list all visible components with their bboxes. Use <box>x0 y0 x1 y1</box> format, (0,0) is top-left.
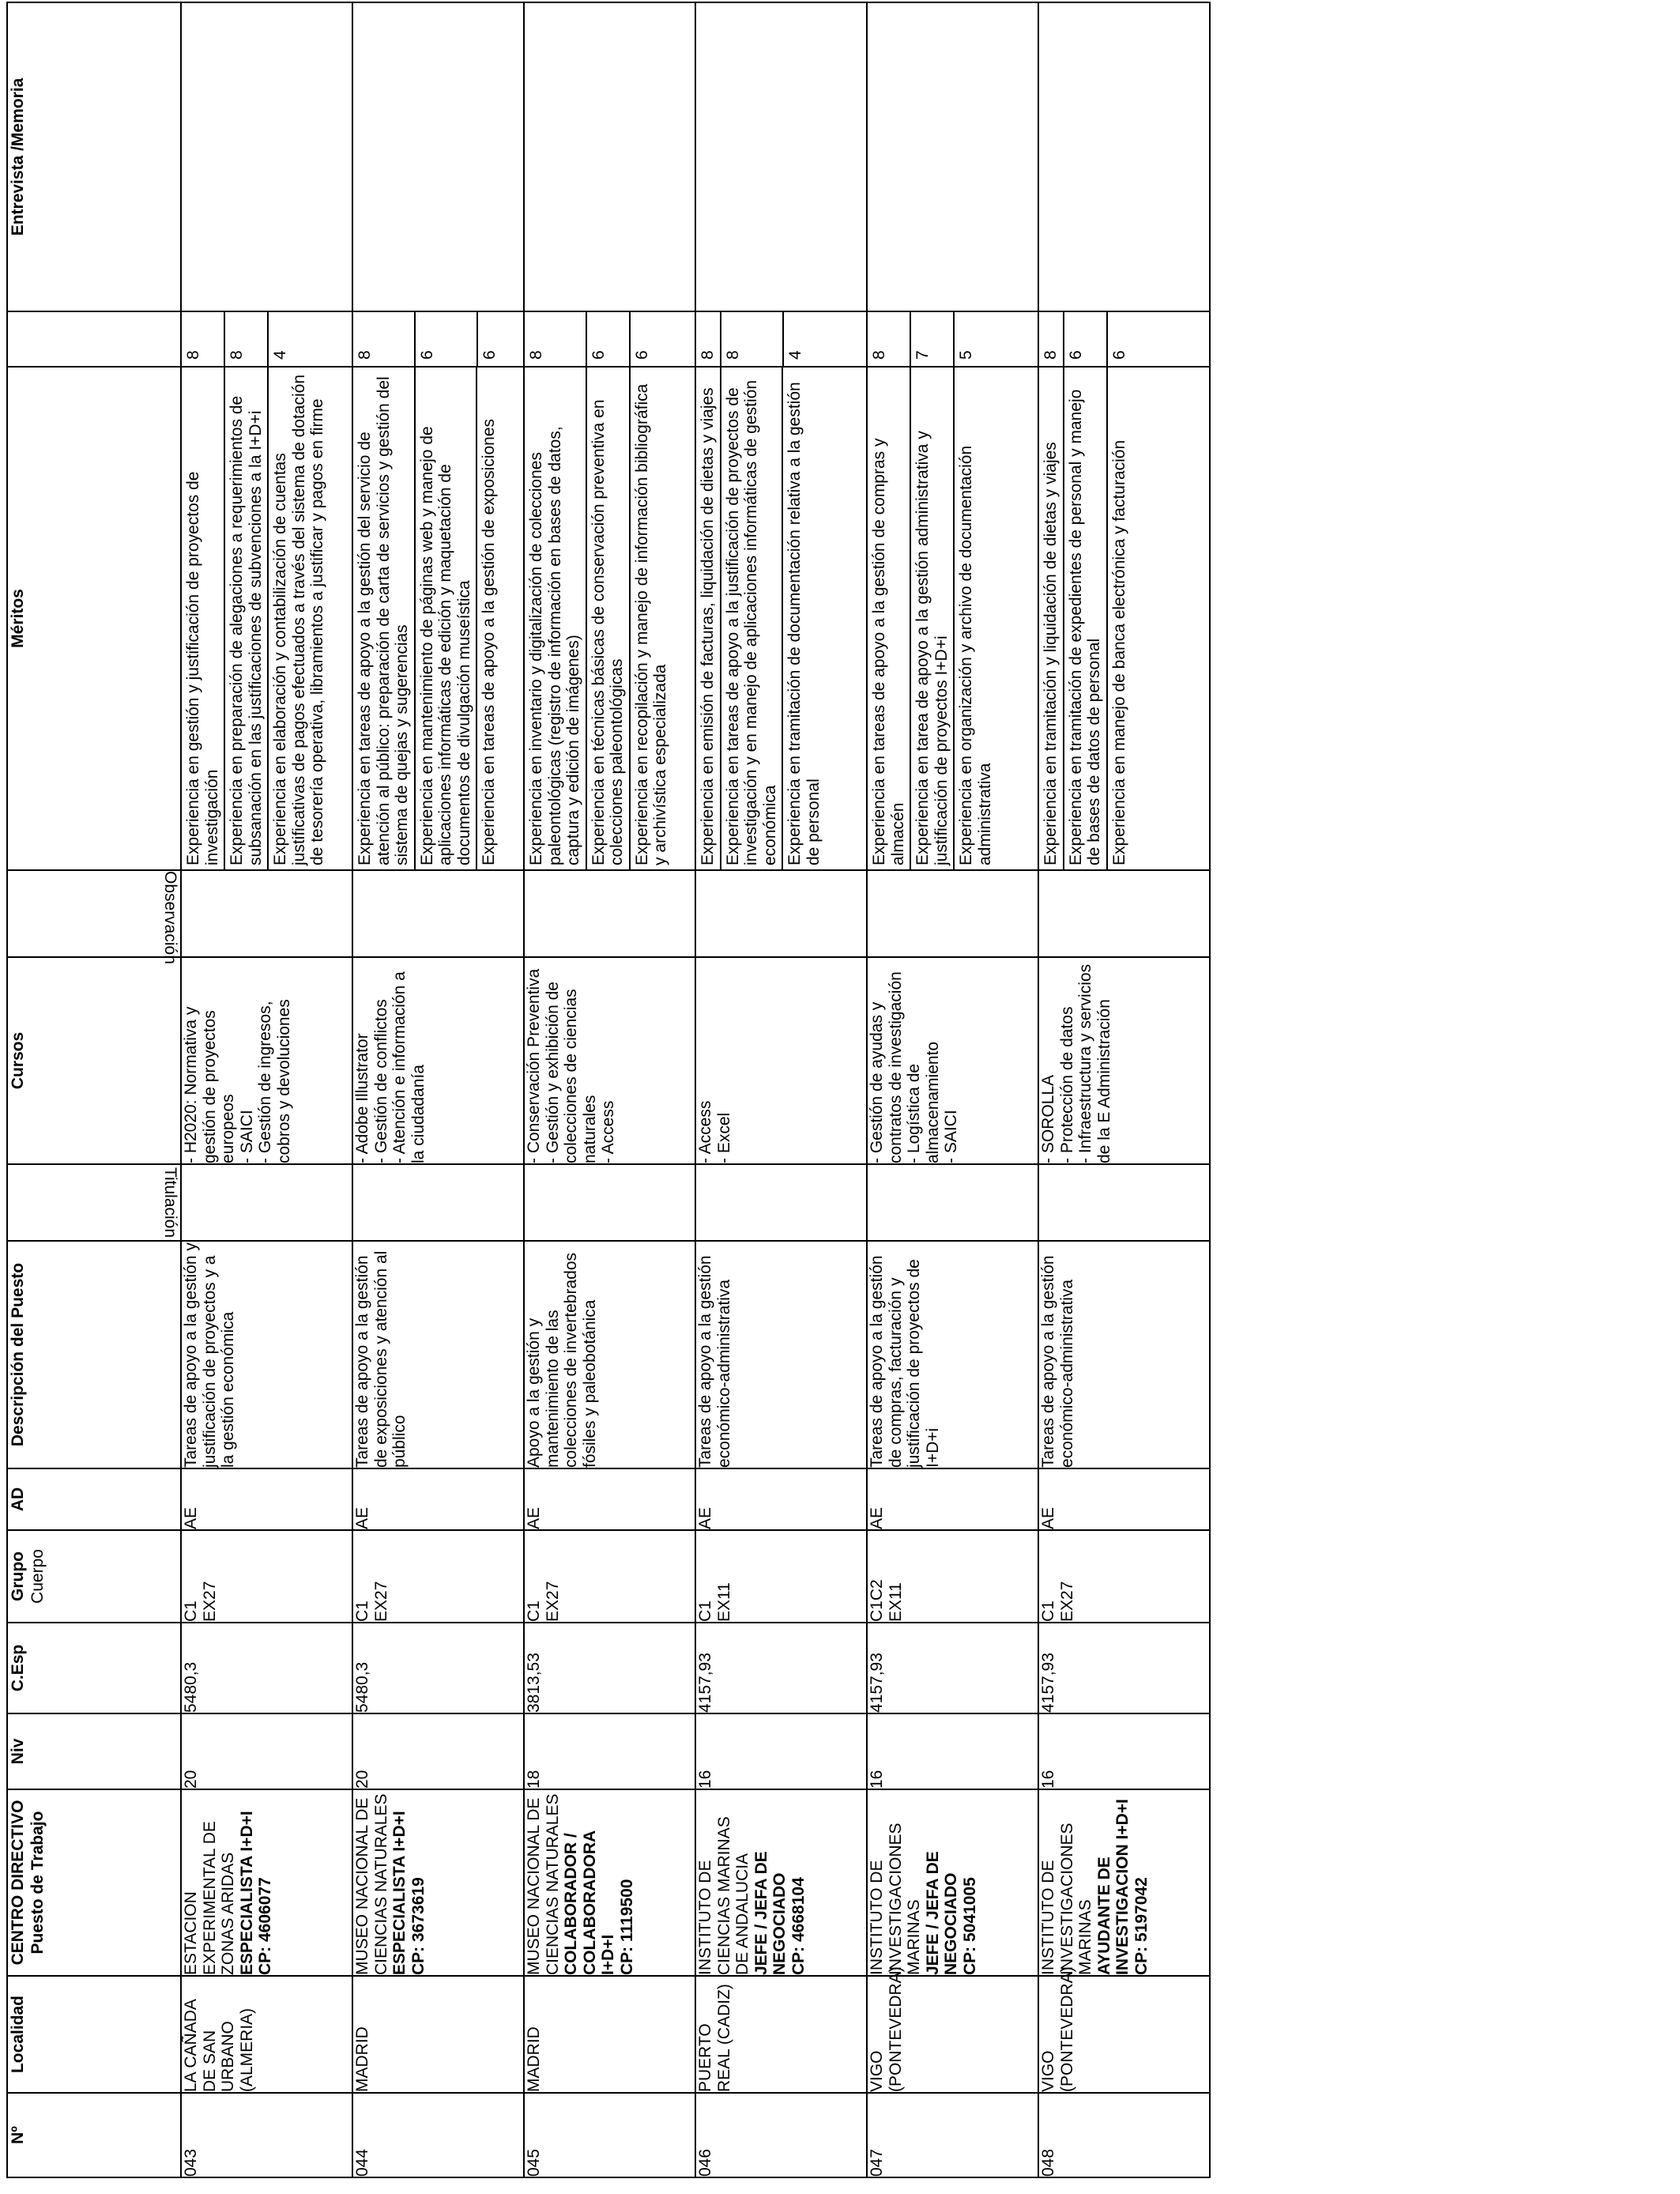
cell-cesp-text: 4157,93 <box>868 1653 886 1713</box>
cell-localidad <box>181 1976 352 2093</box>
merito-points: 6 <box>416 312 478 366</box>
header-titulacion: Titulación <box>7 1164 181 1241</box>
cell-localidad <box>352 1976 524 2093</box>
merito-points: 6 <box>587 312 631 366</box>
grupo-value: C1 <box>525 1600 543 1622</box>
cell-observacion <box>695 870 867 957</box>
cell-grupo <box>695 1530 867 1623</box>
merito-points: 8 <box>525 312 587 366</box>
cell-ad <box>352 1468 524 1530</box>
merito-item: Experiencia en tareas de apoyo a la gestión del servicio de atención al público: preparación de carta de servicios y gestión del sistema de quejas y sugerencias <box>353 368 416 869</box>
grupo-value: C1 <box>1039 1600 1057 1622</box>
meritos-list <box>1039 368 1209 869</box>
grupo-value: C1 <box>353 1600 371 1622</box>
cell-descripcion <box>352 1241 524 1468</box>
puesto-name: JEFE / JEFA DE NEGOCIADO <box>751 1851 789 1975</box>
cell-puntos <box>1038 311 1210 367</box>
cell-cesp <box>524 1623 695 1713</box>
merito-item: Experiencia en elaboración y contabilización de cuentas justificativas de pagos efectuados a través del sistema de dotación de tesorería operativa, libramientos a justificar y pagos en firme <box>271 374 327 865</box>
cell-localidad <box>1038 1966 1210 2093</box>
merito-points: 6 <box>633 350 651 360</box>
codigo-puesto: CP: 4668104 <box>789 1877 808 1975</box>
merito-item: Experiencia en emisión de facturas, liquidación de dietas y viajes <box>696 368 721 869</box>
header-cesp: C.Esp <box>7 1623 181 1713</box>
cell-niv <box>1038 1713 1210 1789</box>
cell-descripcion-text: Tareas de apoyo a la gestión y justificación de proyectos y a la gestión económica <box>182 1242 238 1468</box>
cell-observacion <box>1038 870 1210 957</box>
cell-cursos-text: - SOROLLA - Protección de datos - Infraestructura y servicios de la E Administración <box>1039 963 1113 1163</box>
cell-niv-text: 20 <box>182 1770 200 1789</box>
cuerpo-value: EX27 <box>371 1581 390 1622</box>
header-centro-sub: Puesto de Trabajo <box>28 1811 47 1955</box>
cell-titulacion <box>867 1164 1038 1241</box>
cell-ad <box>1038 1468 1210 1530</box>
merito-item: Experiencia en tareas de apoyo a la gestión de compras y almacén <box>868 368 911 869</box>
header-centro <box>7 1789 181 1976</box>
table-row <box>867 2 1038 2177</box>
cell-niv-text: 20 <box>353 1770 371 1789</box>
merito-item: Experiencia en inventario y digitalización de colecciones paleontológicas (registro de información en bases de datos, captura y edición de imágenes) <box>525 368 587 869</box>
cell-centro <box>695 1789 867 1976</box>
cell-descripcion <box>1038 1241 1210 1468</box>
merito-item: Experiencia en recopilación y manejo de información bibliográfica y archivística especializada <box>632 383 670 865</box>
merito-item: Experiencia en tareas de apoyo a la gestión de exposiciones <box>480 418 499 865</box>
codigo-puesto: CP: 4606077 <box>256 1877 275 1975</box>
cell-cursos-text: - Gestión de ayudas y contratos de investigación - Logística de almacenamiento - SAICI <box>868 971 961 1163</box>
cuerpo-value: EX27 <box>543 1581 562 1622</box>
cell-puntos <box>181 311 352 367</box>
cell-centro <box>867 1789 1038 1976</box>
cell-cursos-text: - H2020: Normativa y gestión de proyectos europeos - SAICI - Gestión de ingresos, cobros y devoluciones <box>182 999 293 1163</box>
cell-puntos <box>524 311 695 367</box>
header-puntos <box>7 311 181 367</box>
cell-niv <box>524 1713 695 1789</box>
merito-points: 8 <box>696 312 721 366</box>
cell-meritos <box>867 367 1038 870</box>
header-descripcion: Descripción del Puesto <box>7 1241 181 1468</box>
cell-meritos <box>695 367 867 870</box>
cell-num-text: 047 <box>868 2148 886 2177</box>
cell-cursos <box>181 957 352 1164</box>
grupo-value: C1 <box>182 1600 200 1622</box>
cell-niv <box>695 1713 867 1789</box>
codigo-puesto: CP: 5041005 <box>960 1877 979 1975</box>
codigo-puesto: CP: 3673619 <box>409 1877 428 1975</box>
cell-num-text: 044 <box>353 2148 371 2177</box>
merito-item: Experiencia en tramitación de documentación relativa a la gestión de personal <box>785 382 823 865</box>
centro-name: ESTACION EXPERIMENTAL DE ZONAS ARIDAS <box>182 1821 238 1975</box>
cell-cesp <box>867 1623 1038 1713</box>
header-cursos: Cursos <box>7 957 181 1164</box>
cell-descripcion-text: Tareas de apoyo a la gestión de exposiciones y atención al público <box>353 1250 409 1468</box>
cell-centro <box>524 1789 695 1976</box>
cell-niv <box>867 1713 1038 1789</box>
cell-cursos-text: - Adobe Illustrator - Gestión de conflictos - Atención e información a la ciudadanía <box>353 971 428 1163</box>
cell-ad <box>524 1468 695 1530</box>
cell-entrevista <box>867 2 1038 311</box>
cuerpo-value: EX11 <box>714 1582 733 1622</box>
cell-observacion <box>867 870 1038 957</box>
cell-titulacion <box>695 1164 867 1241</box>
cell-descripcion-text: Tareas de apoyo a la gestión de compras, facturación y justificación de proyectos de I+D+i <box>868 1255 942 1468</box>
merito-points: 8 <box>1039 312 1064 366</box>
cell-cesp-text: 4157,93 <box>1039 1653 1057 1713</box>
cell-localidad-text: MADRID <box>525 2026 543 2092</box>
cell-num <box>867 2093 1038 2177</box>
cell-num <box>695 2093 867 2177</box>
cell-grupo <box>524 1530 695 1623</box>
cell-titulacion <box>352 1164 524 1241</box>
meritos-list <box>353 368 523 869</box>
header-grupo-sub: Cuerpo <box>28 1549 47 1604</box>
codigo-puesto: CP: 5197042 <box>1132 1877 1151 1975</box>
merito-item: Experiencia en técnicas básicas de conservación preventiva en colecciones paleontológicas <box>587 368 631 869</box>
cell-meritos <box>352 367 524 870</box>
cell-puntos <box>695 311 867 367</box>
cell-ad-text: AE <box>525 1506 543 1529</box>
cell-ad-text: AE <box>1039 1506 1057 1529</box>
puesto-name: COLABORADOR / COLABORADORA I+D+I <box>562 1830 618 1975</box>
cell-localidad-text: VIGO (PONTEVEDRA) <box>1039 1966 1076 2092</box>
cuerpo-value: EX11 <box>886 1582 905 1622</box>
cell-grupo <box>352 1530 524 1623</box>
cell-centro <box>352 1789 524 1976</box>
merito-item: Experiencia en tarea de apoyo a la gestión administrativa y justificación de proyectos I+D+i <box>911 368 955 869</box>
centro-name: MUSEO NACIONAL DE CIENCIAS NATURALES <box>353 1793 390 1975</box>
header-localidad: Localidad <box>7 1976 181 2093</box>
merito-points: 7 <box>911 312 955 366</box>
puesto-name: AYUDANTE DE INVESTIGACION I+D+I <box>1094 1799 1132 1975</box>
cell-num-text: 043 <box>182 2148 200 2177</box>
cell-num <box>524 2093 695 2177</box>
cell-niv <box>181 1713 352 1789</box>
meritos-list <box>525 368 695 869</box>
merito-points: 8 <box>353 312 416 366</box>
cell-descripcion <box>695 1241 867 1468</box>
cell-descripcion-text: Tareas de apoyo a la gestión económico-administrativa <box>696 1255 733 1468</box>
header-row <box>7 2 181 2177</box>
header-observacion: Observación <box>7 870 181 957</box>
merito-item: Experiencia en preparación de alegaciones a requerimientos de subsanación en las justificaciones de subvenciones a la I+D+i <box>225 368 269 869</box>
cell-titulacion <box>524 1164 695 1241</box>
centro-name: MUSEO NACIONAL DE CIENCIAS NATURALES <box>525 1793 562 1975</box>
cell-niv-text: 16 <box>868 1770 886 1789</box>
header-num: Nº <box>7 2093 181 2177</box>
merito-points: 8 <box>868 312 911 366</box>
cell-meritos <box>524 367 695 870</box>
job-positions-table <box>6 2 1211 2178</box>
cell-localidad-text: VIGO (PONTEVEDRA) <box>868 1966 905 2092</box>
cell-num <box>352 2093 524 2177</box>
meritos-list <box>868 368 1038 869</box>
cell-num <box>1038 2093 1210 2177</box>
table-row <box>181 2 352 2177</box>
header-entrevista: Entrevista /Memoria <box>7 2 181 311</box>
cell-entrevista <box>181 2 352 311</box>
cuerpo-value: EX27 <box>1057 1581 1076 1622</box>
table-row <box>524 2 695 2177</box>
cell-niv <box>352 1713 524 1789</box>
cell-localidad <box>867 1966 1038 2093</box>
cell-cesp <box>352 1623 524 1713</box>
cell-cursos <box>524 957 695 1164</box>
header-grupo-title: Grupo <box>9 1551 27 1601</box>
merito-item: Experiencia en mantenimiento de páginas web y manejo de aplicaciones informáticas de edición y maquetación de documentos de divulgación museística <box>416 368 478 869</box>
merito-item: Experiencia en manejo de banca electrónica y facturación <box>1109 439 1128 865</box>
cell-niv-text: 16 <box>1039 1770 1057 1789</box>
cell-descripcion-text: Apoyo a la gestión y mantenimiento de las colecciones de invertebrados fósiles y paleobotánica <box>525 1253 599 1468</box>
cell-cursos <box>352 957 524 1164</box>
grupo-value: C1C2 <box>868 1579 886 1622</box>
cell-puntos <box>867 311 1038 367</box>
merito-points: 5 <box>957 350 975 360</box>
cell-cesp <box>181 1623 352 1713</box>
cell-ad-text: AE <box>868 1506 886 1529</box>
cell-cesp-text: 5480,3 <box>182 1661 200 1713</box>
cell-puntos <box>352 311 524 367</box>
cell-localidad-text: MADRID <box>353 2026 371 2092</box>
cell-entrevista <box>352 2 524 311</box>
cell-descripcion <box>867 1241 1038 1468</box>
header-grupo <box>7 1530 181 1623</box>
meritos-list <box>182 368 352 869</box>
cell-ad <box>867 1468 1038 1530</box>
cell-centro <box>181 1789 352 1976</box>
cell-descripcion <box>524 1241 695 1468</box>
cell-cesp <box>1038 1623 1210 1713</box>
grupo-value: C1 <box>696 1600 714 1622</box>
cell-cesp-text: 3813,53 <box>525 1653 543 1713</box>
cell-num-text: 045 <box>525 2148 543 2177</box>
cell-ad <box>695 1468 867 1530</box>
merito-points: 4 <box>271 350 289 360</box>
merito-points: 4 <box>786 350 804 360</box>
merito-item: Experiencia en tramitación y liquidación de dietas y viajes <box>1039 368 1064 869</box>
cell-ad <box>181 1468 352 1530</box>
cell-cesp-text: 5480,3 <box>353 1661 371 1713</box>
cell-cursos <box>867 957 1038 1164</box>
merito-points: 8 <box>721 312 784 366</box>
cell-centro <box>1038 1789 1210 1976</box>
cell-num <box>181 2093 352 2177</box>
cell-grupo <box>181 1530 352 1623</box>
cell-entrevista <box>695 2 867 311</box>
merito-points: 6 <box>1064 312 1108 366</box>
cell-num-text: 046 <box>696 2148 714 2177</box>
cell-observacion <box>181 870 352 957</box>
table-row <box>695 2 867 2177</box>
cell-descripcion-text: Tareas de apoyo a la gestión económico-administrativa <box>1039 1255 1076 1468</box>
cell-cesp <box>695 1623 867 1713</box>
merito-item: Experiencia en organización y archivo de documentación administrativa <box>957 445 994 865</box>
header-meritos: Méritos <box>7 367 181 870</box>
cell-cursos <box>1038 957 1210 1164</box>
puesto-name: JEFE / JEFA DE NEGOCIADO <box>923 1851 961 1975</box>
cell-cursos-text: - Conservación Preventiva - Gestión y exhibición de colecciones de ciencias naturales - Access <box>525 968 618 1163</box>
merito-item: Experiencia en gestión y justificación de proyectos de investigación <box>182 368 225 869</box>
cell-localidad-text: LA CAÑADA DE SAN URBANO (ALMERIA) <box>182 2000 256 2092</box>
cell-meritos <box>1038 367 1210 870</box>
cell-descripcion <box>181 1241 352 1468</box>
cuerpo-value: EX27 <box>200 1581 219 1622</box>
cell-grupo <box>867 1530 1038 1623</box>
merito-points: 8 <box>225 312 269 366</box>
header-ad: AD <box>7 1468 181 1530</box>
centro-name: INSTITUTO DE INVESTIGACIONES MARINAS <box>868 1823 924 1975</box>
cell-titulacion <box>181 1164 352 1241</box>
cell-niv-text: 18 <box>525 1770 543 1789</box>
merito-item: Experiencia en tareas de apoyo a la justificación de proyectos de investigación y en manejo de aplicaciones informáticas de gestión económica <box>721 368 784 869</box>
merito-points: 6 <box>480 350 499 360</box>
cell-localidad-text: PUERTO REAL (CADIZ) <box>696 1984 733 2092</box>
cell-entrevista <box>1038 2 1210 311</box>
cell-observacion <box>524 870 695 957</box>
cell-cursos <box>695 957 867 1164</box>
cell-titulacion <box>1038 1164 1210 1241</box>
cell-observacion <box>352 870 524 957</box>
merito-item: Experiencia en tramitación de expedientes de personal y manejo de bases de datos de personal <box>1064 368 1108 869</box>
cell-ad-text: AE <box>182 1506 200 1529</box>
cell-num-text: 048 <box>1039 2148 1057 2177</box>
puesto-name: ESPECIALISTA I+D+I <box>390 1811 409 1975</box>
cell-ad-text: AE <box>696 1506 714 1529</box>
centro-name: INSTITUTO DE CIENCIAS MARINAS DE ANDALUCIA <box>696 1816 752 1975</box>
cell-meritos <box>181 367 352 870</box>
cell-localidad <box>695 1976 867 2093</box>
table-row <box>1038 2 1210 2177</box>
centro-name: INSTITUTO DE INVESTIGACIONES MARINAS <box>1039 1823 1095 1975</box>
cell-ad-text: AE <box>353 1506 371 1529</box>
cell-entrevista <box>524 2 695 311</box>
merito-points: 6 <box>1110 350 1128 360</box>
puesto-name: ESPECIALISTA I+D+I <box>237 1811 256 1975</box>
table-row <box>352 2 524 2177</box>
meritos-list <box>696 368 866 869</box>
cell-localidad <box>524 1976 695 2093</box>
cell-cesp-text: 4157,93 <box>696 1653 714 1713</box>
header-centro-title: CENTRO DIRECTIVO <box>9 1800 27 1966</box>
codigo-puesto: CP: 1119500 <box>617 1879 636 1975</box>
cell-niv-text: 16 <box>696 1770 714 1789</box>
cell-grupo <box>1038 1530 1210 1623</box>
header-niv: Niv <box>7 1713 181 1789</box>
cell-cursos-text: - Access - Excel <box>696 1100 733 1163</box>
merito-points: 8 <box>182 312 225 366</box>
